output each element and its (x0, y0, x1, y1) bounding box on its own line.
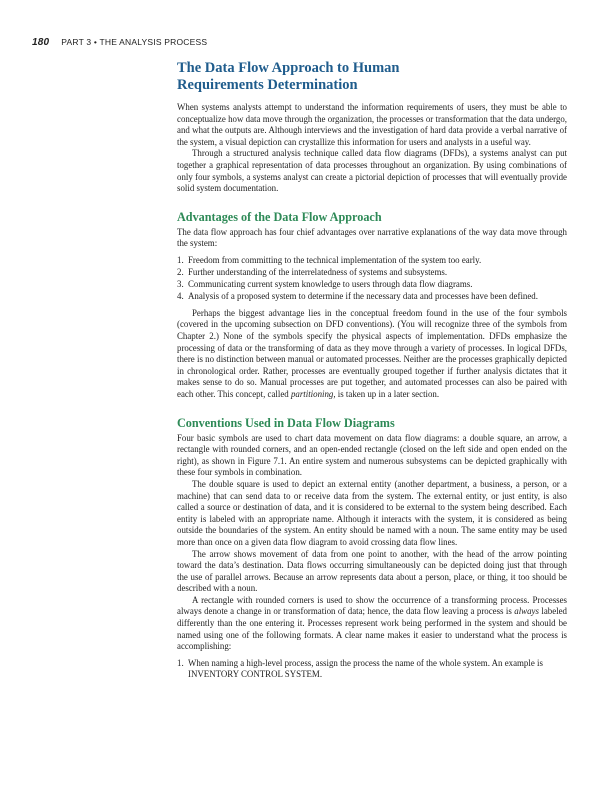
paragraph-intro-2: Through a structured analysis technique called data flow diagrams (DFDs), a systems analyst can put together a graphical representation of data processes throughout an organization. By using combinations of only four symbols, a systems analyst can create a pictorial depiction of processes that will eventually provide solid system documentation. (177, 148, 567, 194)
naming-list (177, 658, 567, 681)
list-item: 1. When naming a high-level process, assign the process the name of the whole system. An example is INVENTORY CONTROL SYSTEM. (177, 657, 543, 680)
heading-advantages: Advantages of the Data Flow Approach (177, 209, 382, 224)
paragraph-advantages-intro: The data flow approach has four chief advantages over narrative explanations of the way data move through the system: (177, 226, 567, 249)
list-item: 4. Analysis of a proposed system to determine if the necessary data and processes have been defined. (177, 291, 538, 302)
section-title-line-2: Requirements Determination (177, 76, 358, 93)
paragraph-conventions-2: The double square is used to depict an external entity (another department, a business, a person, or a machine) that can send data to or receive data from the system. The external entity, or just entity, is also called a source or destination of data, and it is considered to be external to the system being described. Each entity is labeled with an appropriate name. Although it interacts with the system, it is considered as being outside the boundaries of the system. An entity should be named with a noun. The same entity may be used more than once on a given data flow diagram to avoid crossing data flow lines. (177, 478, 567, 547)
page-number: 180 (32, 36, 50, 48)
main-column (177, 60, 567, 686)
running-head-title: PART 3 • THE ANALYSIS PROCESS (61, 37, 208, 47)
section-title-line-1: The Data Flow Approach to Human (177, 60, 400, 76)
paragraph-conventions-4: A rectangle with rounded corners is used to show the occurrence of a transforming process. Processes always denote a change in or transformation of data; hence, the data flow leaving a process is always labeled differently than the one entering it. Processes represent work being performed in the system and should be named using one of the following formats. A clear name makes it easier to understand what the process is accomplishing: (177, 594, 567, 652)
term-partitioning: partitioning, (290, 388, 336, 399)
running-head (32, 35, 207, 49)
term-always: always (514, 606, 539, 617)
advantages-list (177, 255, 567, 303)
paragraph-intro-1: When systems analysts attempt to understand the information requirements of users, they must be able to conceptualize how data move through the organization, the processes or transformation that the data undergo, and what the outputs are. Although interviews and the investigation of hard data provide a verbal narrative of the system, a visual depiction can crystallize this information for users and analysts in a useful way. (177, 102, 567, 147)
list-item: 3. Communicating current system knowledge to users through data flow diagrams. (177, 279, 473, 290)
list-item: 2. Further understanding of the interrelatedness of systems and subsystems. (177, 267, 448, 278)
paragraph-conceptual-freedom: Perhaps the biggest advantage lies in the conceptual freedom found in the use of the four symbols (covered in the upcoming subsection on DFD conventions). (You will recognize three of the symbols from Chapter 2.) None of the symbols specify the physical aspects of implementation. DFDs emphasize the processing of data or the transforming of data as they move through a variety of processes. In logical DFDs, there is no distinction between manual or automated processes. Neither are the processes graphically depicted in chronological order. Rather, processes are eventually grouped together if further analysis dictates that it makes sense to do so. Manual processes are put together, and automated processes can also be paired with each other. This concept, called partitioning, is taken up in a later section. (177, 307, 567, 399)
paragraph-conventions-3: The arrow shows movement of data from one point to another, with the head of the arrow pointing toward the data’s destination. Data flows occurring simultaneously can be depicted doing just that through the use of parallel arrows. Because an arrow represents data about a person, place, or thing, it too should be described with a noun. (177, 548, 567, 594)
heading-conventions: Conventions Used in Data Flow Diagrams (177, 415, 395, 430)
list-item: 1. Freedom from committing to the technical implementation of the system too early. (177, 254, 482, 265)
section-title (177, 60, 567, 93)
paragraph-conventions-1: Four basic symbols are used to chart data movement on data flow diagrams: a double square, an arrow, a rectangle with rounded corners, and an open-ended rectangle (closed on the left side and open ended on the right), as shown in Figure 7.1. An entire system and numerous subsystems can be depicted graphically with these four symbols in combination. (177, 432, 567, 478)
